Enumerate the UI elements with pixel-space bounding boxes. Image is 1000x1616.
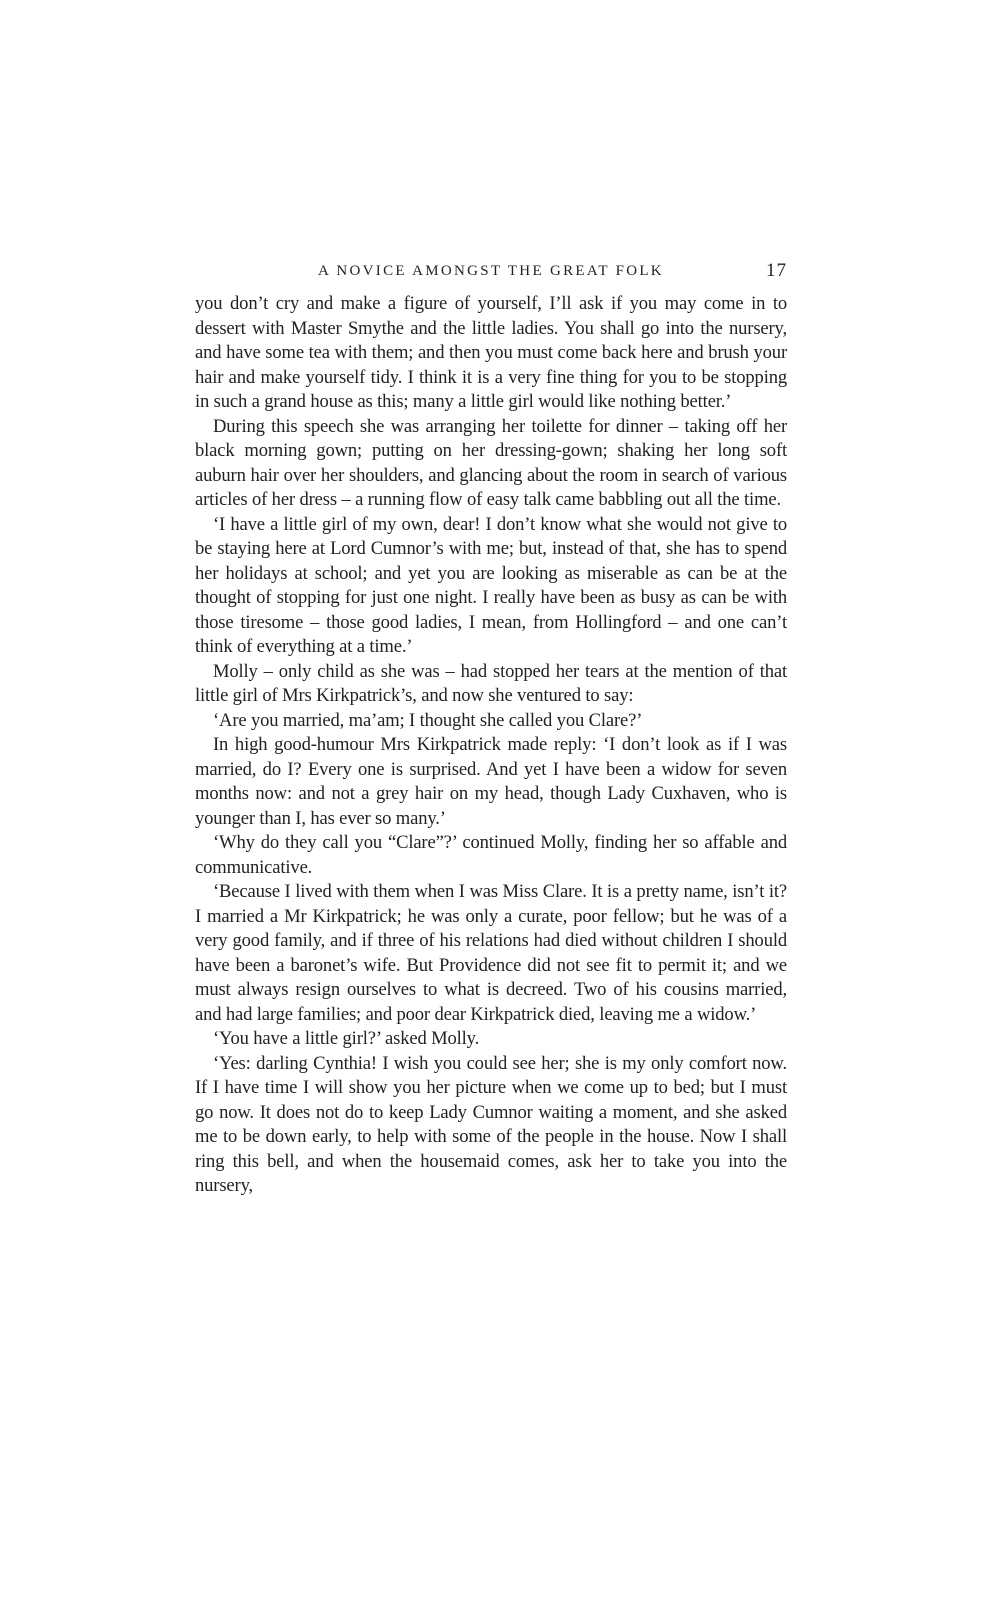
paragraph: During this speech she was arranging her toilette for dinner – taking off her black morning gown; putting on her dressing-gown; shaking her long soft auburn hair over her shoulders, and glancing about the room in search of various articles of her dress – a running flow of easy talk came babbling out all the time. — [195, 415, 787, 510]
paragraph: ‘I have a little girl of my own, dear! I don’t know what she would not give to be staying here at Lord Cumnor’s with me; but, instead of that, she has to spend her holidays at school; and yet you are looking as miserable as can be at the thought of stopping for just one night. I really have been as busy as can be with those tiresome – those good ladies, I mean, from Hollingford – and one can’t think of everything at a time.’ — [195, 513, 787, 657]
running-head — [195, 258, 787, 284]
running-title: A NOVICE AMONGST THE GREAT FOLK — [318, 263, 664, 279]
paragraph: ‘Are you married, ma’am; I thought she called you Clare?’ — [213, 709, 643, 731]
paragraph-continuation: you don’t cry and make a figure of yourself, I’ll ask if you may come in to dessert with Master Smythe and the little ladies. You shall go into the nursery, and have some tea with them; and then you must come back here and brush your hair and make yourself tidy. I think it is a very fine thing for you to be stopping in such a grand house as this; many a little girl would like nothing better.’ — [195, 293, 787, 412]
paragraph: ‘Yes: darling Cynthia! I wish you could see her; she is my only comfort now. If I have time I will show you her picture when we come up to bed; but I must go now. It does not do to keep Lady Cumnor waiting a moment, and she asked me to be down early, to help with some of the people in the house. Now I shall ring this bell, and when the housemaid comes, ask her to take you into the nursery, — [195, 1052, 787, 1196]
paragraph: In high good-humour Mrs Kirkpatrick made reply: ‘I don’t look as if I was married, do I? Every one is surprised. And yet I have been a widow for seven months now: and not a grey hair on my head, though Lady Cuxhaven, who is younger than I, has ever so many.’ — [195, 734, 787, 829]
paragraph: ‘Why do they call you “Clare”?’ continued Molly, finding her so affable and communicative. — [195, 832, 787, 878]
body-text — [195, 292, 787, 1199]
page-number: 17 — [766, 260, 787, 281]
paragraph: ‘You have a little girl?’ asked Molly. — [213, 1028, 480, 1049]
paragraph: ‘Because I lived with them when I was Miss Clare. It is a pretty name, isn’t it? I married a Mr Kirkpatrick; he was only a curate, poor fellow; but he was of a very good family, and if three of his relations had died without children I should have been a baronet’s wife. But Providence did not see fit to permit it; and we must always resign ourselves to what is decreed. Two of his cousins married, and had large families; and poor dear Kirkpatrick died, leaving me a widow.’ — [195, 881, 787, 1025]
paragraph: Molly – only child as she was – had stopped her tears at the mention of that little girl of Mrs Kirkpatrick’s, and now she ventured to say: — [195, 660, 787, 706]
